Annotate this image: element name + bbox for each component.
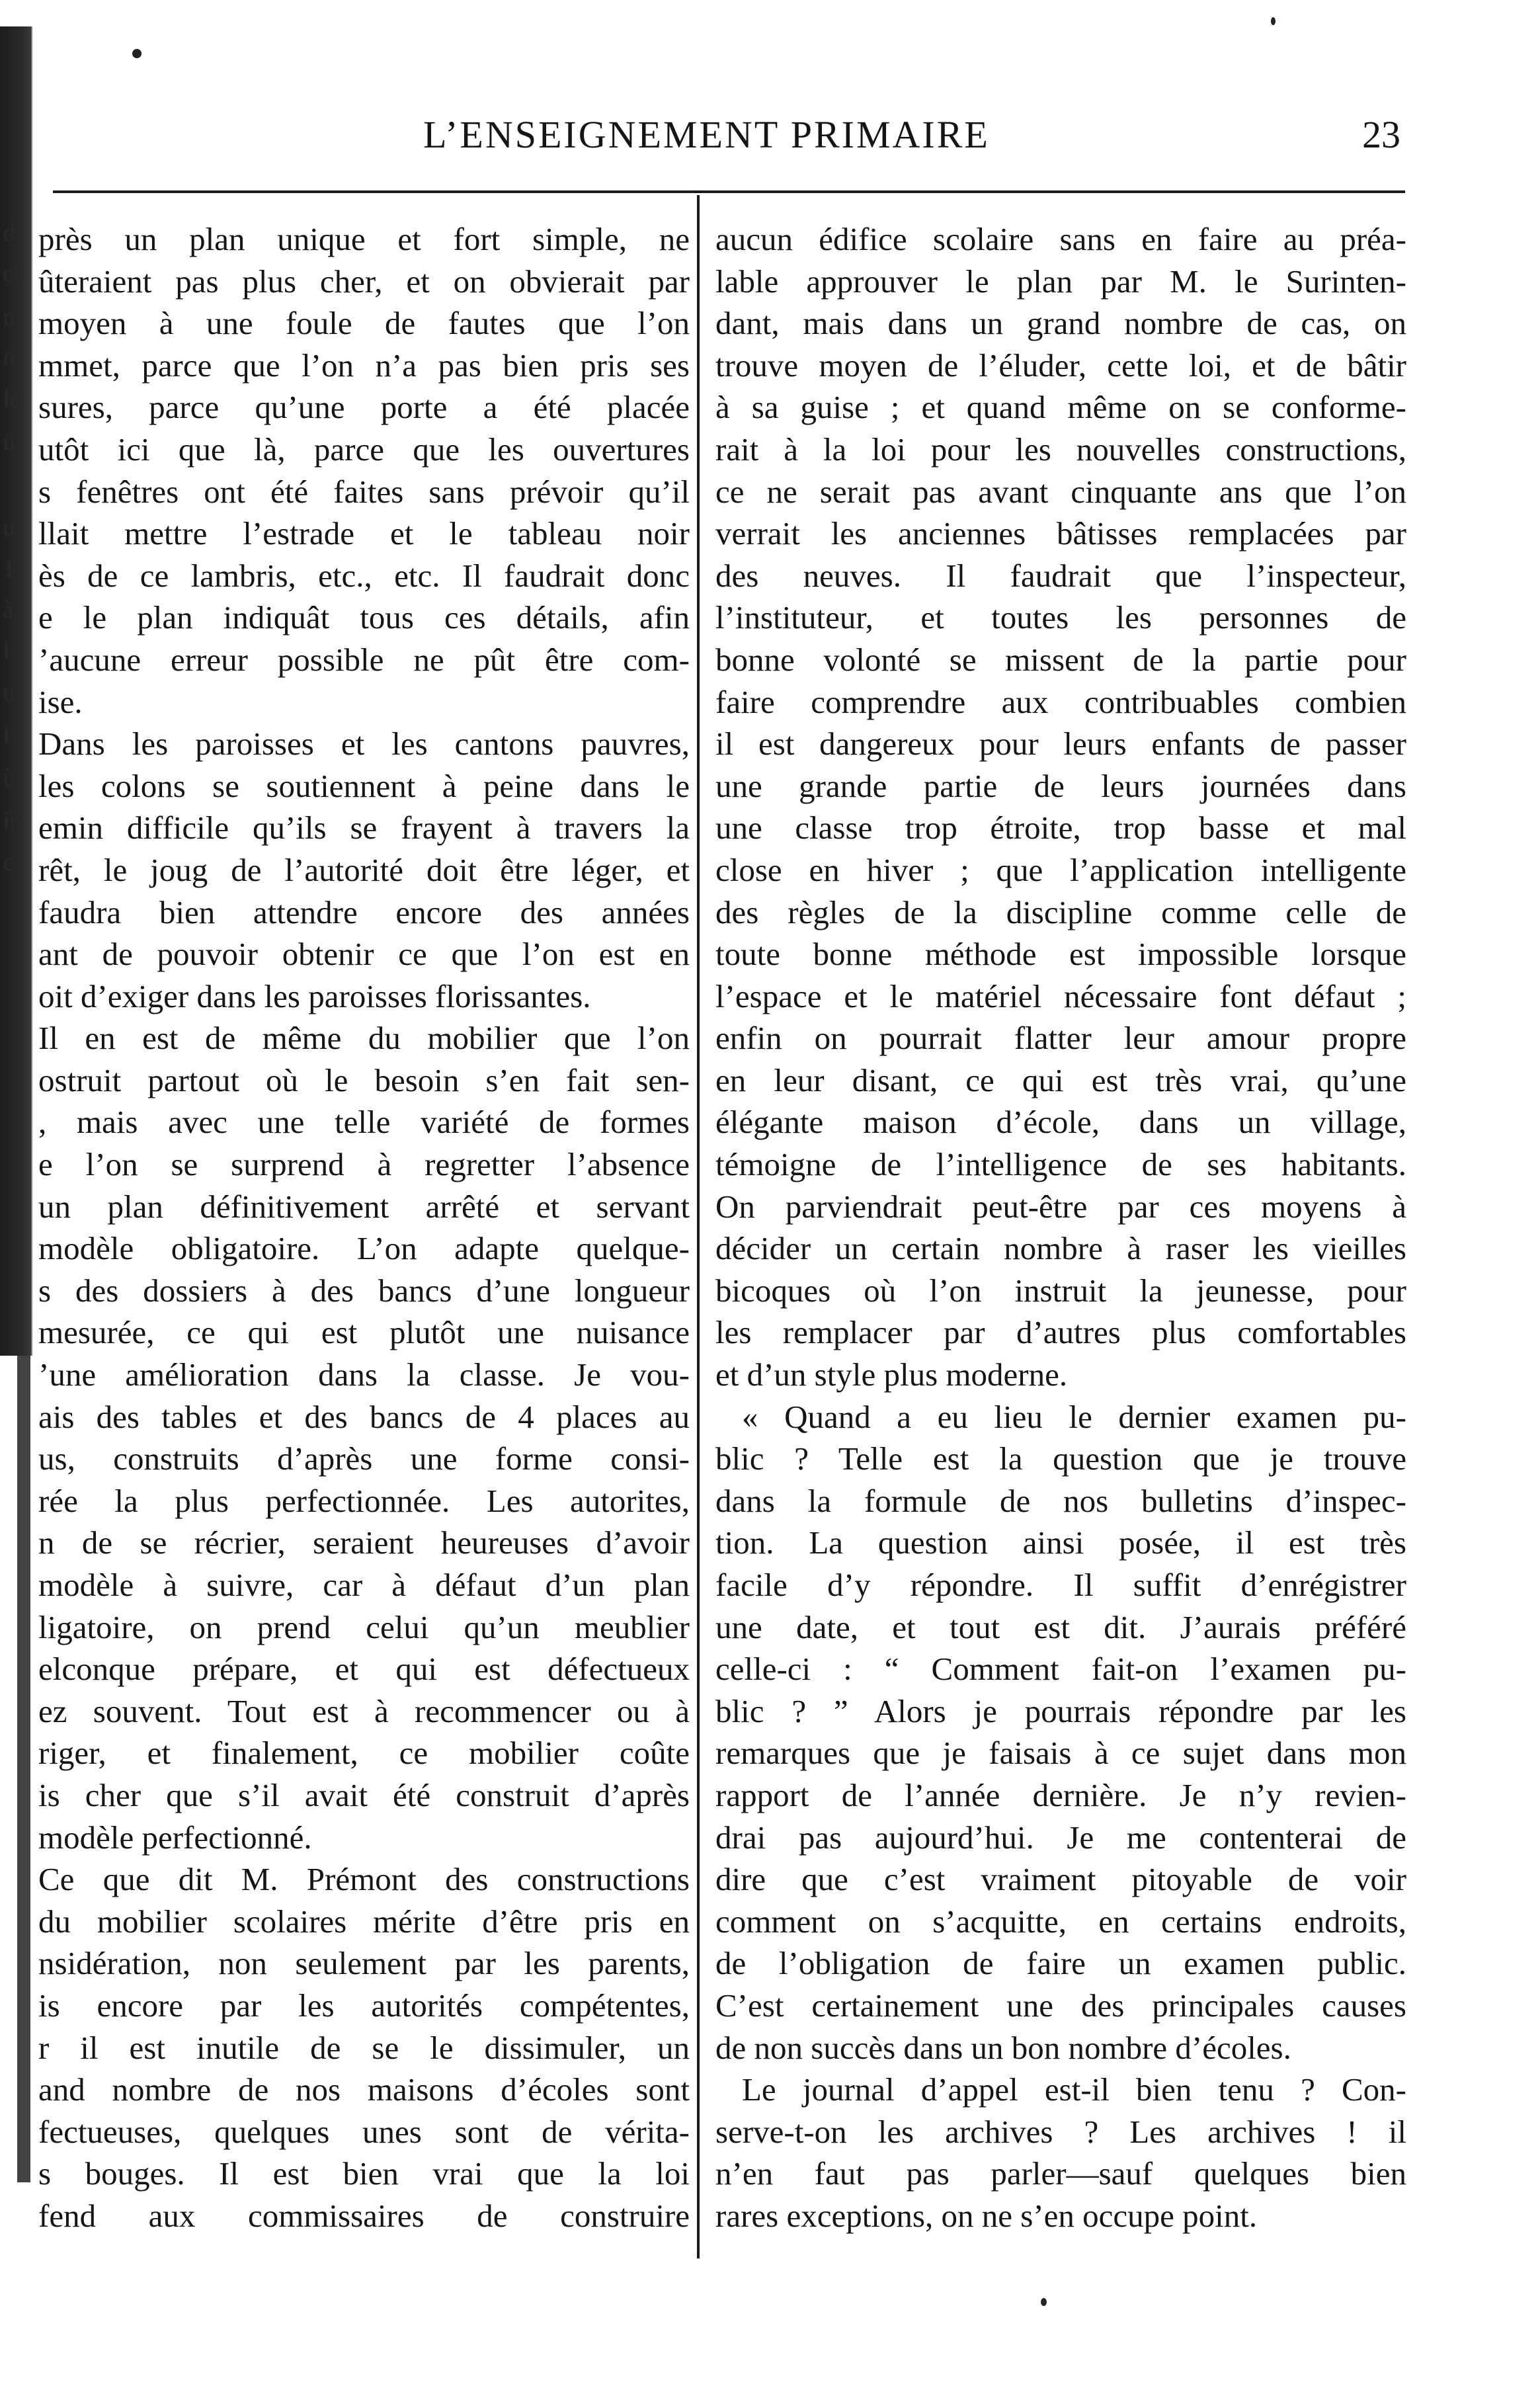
text-line: dant, mais dans un grand nombre de cas, on (715, 305, 1406, 342)
text-line: elconque prépare, et qui est défectueux (38, 1651, 690, 1688)
text-line: s bouges. Il est bien vrai que la loi (38, 2155, 690, 2192)
column-rule (697, 195, 700, 2258)
text-line: il est dangereux pour leurs enfants de passer (715, 725, 1406, 762)
text-line: des neuves. Il faudrait que l’inspecteur, (715, 557, 1406, 594)
text-line: moyen à une foule de fautes que l’on (38, 305, 690, 342)
text-line: ’une amélioration dans la classe. Je vou- (38, 1356, 690, 1393)
binding-edge-lower (17, 1356, 30, 2182)
text-line: l’espace et le matériel nécessaire font défaut ; (715, 977, 1406, 1014)
text-line: e le plan indiquât tous ces détails, afin (38, 599, 690, 636)
text-line: ant de pouvoir obtenir ce que l’on est en (38, 936, 690, 973)
text-line: ès de ce lambris, etc., etc. Il faudrait donc (38, 557, 690, 594)
text-line: modèle à suivre, car à défaut d’un plan (38, 1567, 690, 1603)
text-line: Le journal d’appel est-il bien tenu ? Con- (742, 2071, 1406, 2108)
text-line: « Quand a eu lieu le dernier examen pu- (742, 1398, 1406, 1435)
text-line: ligatoire, on prend celui qu’un meublier (38, 1608, 690, 1645)
text-line: is cher que s’il avait été construit d’après (38, 1776, 690, 1813)
text-line: n de se récrier, seraient heureuses d’avoir (38, 1524, 690, 1561)
text-line: ostruit partout où le besoin s’en fait sen- (38, 1061, 690, 1098)
text-line: llait mettre l’estrade et le tableau noir (38, 515, 690, 552)
text-line: serve-t-on les archives ? Les archives ! il (715, 2113, 1406, 2150)
text-line: l’instituteur, et toutes les personnes de (715, 599, 1406, 636)
text-line: décider un certain nombre à raser les vieilles (715, 1230, 1406, 1267)
margin-letter: u (3, 679, 15, 706)
text-line: des règles de la discipline comme celle de (715, 893, 1406, 930)
text-line: trouve moyen de l’éluder, cette loi, et de bâtir (715, 347, 1406, 384)
text-line: ise. (38, 683, 83, 720)
text-line: près un plan unique et fort simple, ne (38, 221, 690, 257)
text-line: rait à la loi pour les nouvelles constructions, (715, 431, 1406, 468)
text-line: bonne volonté se missent de la partie pour (715, 641, 1406, 678)
margin-letter: ci (3, 260, 21, 288)
header-rule (53, 190, 1405, 193)
text-line: fend aux commissaires de construire (38, 2197, 690, 2234)
text-line: aucun édifice scolaire sans en faire au préa- (715, 221, 1406, 257)
text-line: oit d’exiger dans les paroisses florissantes. (38, 977, 591, 1014)
margin-letter: u (3, 513, 15, 541)
margin-letter: u (3, 428, 15, 456)
text-line: mmet, parce que l’on n’a pas bien pris ses (38, 347, 690, 384)
text-line: et d’un style plus moderne. (715, 1356, 1068, 1393)
text-line: ’aucune erreur possible ne pût être com- (38, 641, 690, 678)
margin-letter: à (3, 596, 14, 624)
text-line: en leur disant, ce qui est très vrai, qu’une (715, 1061, 1406, 1098)
text-line: témoigne de l’intelligence de ses habitants. (715, 1146, 1406, 1183)
margin-letter: d (3, 219, 15, 247)
text-line: blic ? ” Alors je pourrais répondre par les (715, 1692, 1406, 1729)
text-line: rapport de l’année dernière. Je n’y revien- (715, 1776, 1406, 1813)
margin-letter: 1 (3, 555, 15, 583)
text-line: riger, et finalement, ce mobilier coûte (38, 1735, 690, 1772)
text-line: r il est inutile de se le dissimuler, un (38, 2029, 690, 2066)
text-line: fectueuses, quelques unes sont de vérita- (38, 2113, 690, 2150)
text-line: and nombre de nos maisons d’écoles sont (38, 2071, 690, 2108)
text-line: faire comprendre aux contribuables combien (715, 683, 1406, 720)
text-line: close en hiver ; que l’application intelligente (715, 851, 1406, 888)
text-line: C’est certainement une des principales causes (715, 1987, 1406, 2024)
text-line: dire que c’est vraiment pitoyable de voir (715, 1861, 1406, 1898)
text-line: une grande partie de leurs journées dans (715, 767, 1406, 804)
running-title: L’ENSEIGNEMENT PRIMAIRE (423, 113, 990, 156)
text-line: modèle obligatoire. L’on adapte quelque- (38, 1230, 690, 1267)
margin-letter: ir (3, 807, 19, 835)
text-line: nsidération, non seulement par les parents, (38, 1945, 690, 1982)
text-line: dans la formule de nos bulletins d’inspec- (715, 1482, 1406, 1519)
text-line: us, construits d’après une forme consi- (38, 1440, 690, 1477)
text-line: un plan définitivement arrêté et servant (38, 1188, 690, 1225)
text-line: e l’on se surprend à regretter l’absence (38, 1146, 690, 1183)
right-column (715, 218, 1406, 2237)
text-line: rares exceptions, on ne s’en occupe point. (715, 2197, 1258, 2234)
text-line: ais des tables et des bancs de 4 places au (38, 1398, 690, 1435)
text-line: , mais avec une telle variété de formes (38, 1104, 690, 1141)
text-line: Il en est de même du mobilier que l’on (38, 1020, 690, 1057)
text-line: toute bonne méthode est impossible lorsque (715, 936, 1406, 973)
page-number: 23 (1362, 113, 1400, 156)
text-line: verrait les anciennes bâtisses remplacées par (715, 515, 1406, 552)
text-line: les colons se soutiennent à peine dans le (38, 767, 690, 804)
text-line: n’en faut pas parler—sauf quelques bien (715, 2155, 1406, 2192)
ink-speck (132, 49, 142, 58)
text-line: remarques que je faisais à ce sujet dans mon (715, 1735, 1406, 1772)
text-line: mesurée, ce qui est plutôt une nuisance (38, 1314, 690, 1351)
margin-letter: ni (3, 343, 22, 371)
text-line: is encore par les autorités compétentes, (38, 1987, 690, 2024)
text-line: ûteraient pas plus cher, et on obvierait par (38, 263, 690, 300)
text-line: bicoques où l’on instruit la jeunesse, pour (715, 1272, 1406, 1309)
text-line: enfin on pourrait flatter leur amour propre (715, 1020, 1406, 1057)
text-line: facile d’y répondre. Il suffit d’enrégistrer (715, 1567, 1406, 1603)
text-line: Dans les paroisses et les cantons pauvres, (38, 725, 690, 762)
margin-letter: n (3, 304, 15, 331)
text-line: blic ? Telle est la question que je trouve (715, 1440, 1406, 1477)
text-line: de l’obligation de faire un examen public. (715, 1945, 1406, 1982)
text-line: tion. La question ainsi posée, il est très (715, 1524, 1406, 1561)
text-line: On parviendrait peut-être par ces moyens à (715, 1188, 1406, 1225)
margin-letter: l (3, 637, 10, 665)
text-line: les remplacer par d’autres plus comfortables (715, 1314, 1406, 1351)
text-line: une date, et tout est dit. J’aurais préféré (715, 1608, 1406, 1645)
text-line: élégante maison d’école, dans un village, (715, 1104, 1406, 1141)
text-line: du mobilier scolaires mérite d’être pris en (38, 1903, 690, 1940)
text-line: ez souvent. Tout est à recommencer ou à (38, 1692, 690, 1729)
text-line: s des dossiers à des bancs d’une longueur (38, 1272, 690, 1309)
ink-speck (1041, 2298, 1047, 2306)
text-line: rée la plus perfectionnée. Les autorites, (38, 1482, 690, 1519)
margin-letter: c (3, 848, 14, 876)
text-line: rêt, le joug de l’autorité doit être léger, et (38, 851, 690, 888)
ink-speck (1271, 17, 1276, 25)
text-line: utôt ici que là, parce que les ouvertures (38, 431, 690, 468)
text-line: comment on s’acquitte, en certains endroits, (715, 1903, 1406, 1940)
text-line: drai pas aujourd’hui. Je me contenterai de (715, 1819, 1406, 1856)
left-column (38, 218, 690, 2237)
text-line: à sa guise ; et quand même on se conforme- (715, 389, 1406, 426)
text-line: Ce que dit M. Prémont des constructions (38, 1861, 690, 1898)
text-line: modèle perfectionné. (38, 1819, 312, 1856)
text-line: ce ne serait pas avant cinquante ans que l’on (715, 473, 1406, 510)
margin-letter: ù (3, 764, 15, 792)
text-line: lable approuver le plan par M. le Surinten- (715, 263, 1406, 300)
text-line: sures, parce qu’une porte a été placée (38, 389, 690, 426)
margin-letter: le (3, 386, 21, 413)
text-line: faudra bien attendre encore des années (38, 893, 690, 930)
text-line: une classe trop étroite, trop basse et mal (715, 809, 1406, 846)
text-line: s fenêtres ont été faites sans prévoir qu’il (38, 473, 690, 510)
text-line: de non succès dans un bon nombre d’écoles. (715, 2029, 1291, 2066)
text-line: emin difficile qu’ils se frayent à travers la (38, 809, 690, 846)
text-line: celle-ci : “ Comment fait-on l’examen pu- (715, 1651, 1406, 1688)
margin-letter: l (3, 721, 10, 749)
